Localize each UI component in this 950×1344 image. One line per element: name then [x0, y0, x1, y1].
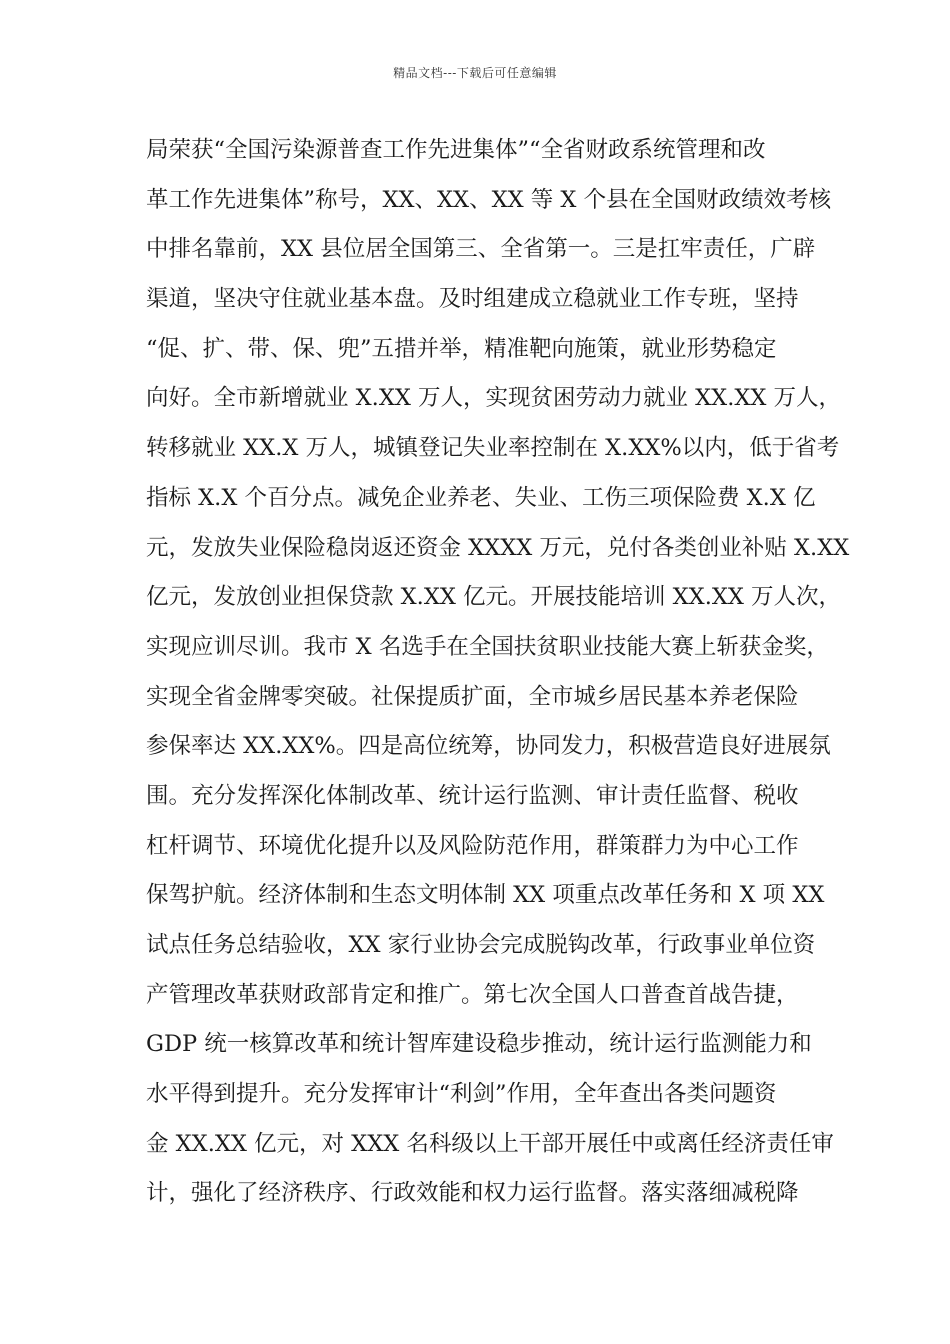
text-line: 向好。全市新增就业 X.XX 万人，实现贫困劳动力就业 XX.XX 万人， — [146, 385, 842, 412]
text-line: “促、扩、带、保、兜”五措并举，精准靶向施策，就业形势稳定 — [146, 335, 777, 362]
text-line: GDP 统一核算改革和统计智库建设稳步推动，统计运行监测能力和 — [146, 1031, 812, 1058]
text-line: 元，发放失业保险稳岗返还资金 XXXX 万元，兑付各类创业补贴 X.XX — [146, 534, 850, 561]
text-line: 转移就业 XX.X 万人，城镇登记失业率控制在 X.XX%以内，低于省考 — [146, 435, 840, 462]
text-line: 实现应训尽训。我市 X 名选手在全国扶贫职业技能大赛上斩获金奖， — [146, 633, 829, 660]
text-line: 保驾护航。经济体制和生态文明体制 XX 项重点改革任务和 X 项 XX — [146, 882, 825, 909]
text-line: 渠道，坚决守住就业基本盘。及时组建成立稳就业工作专班，坚持 — [146, 286, 799, 313]
text-line: 围。充分发挥深化体制改革、统计运行监测、审计责任监督、税收 — [146, 782, 799, 809]
text-line: 实现全省金牌零突破。社保提质扩面，全市城乡居民基本养老保险 — [146, 683, 799, 710]
text-line: 水平得到提升。充分发挥审计“利剑”作用，全年查出各类问题资 — [146, 1081, 777, 1108]
text-line: 亿元，发放创业担保贷款 X.XX 亿元。开展技能培训 XX.XX 万人次， — [146, 584, 842, 611]
text-line: 局荣获“全国污染源普查工作先进集体”“全省财政系统管理和改 — [146, 137, 766, 163]
text-line: 革工作先进集体”称号，XX、XX、XX 等 X 个县在全国财政绩效考核 — [146, 186, 832, 213]
body-text — [146, 130, 850, 1223]
text-line: 产管理改革获财政部肯定和推广。第七次全国人口普查首战告捷， — [146, 981, 799, 1008]
text-line: 指标 X.X 个百分点。减免企业养老、失业、工伤三项保险费 X.X 亿 — [146, 484, 816, 511]
text-line: 中排名靠前，XX 县位居全国第三、全省第一。三是扛牢责任，广辟 — [146, 236, 816, 263]
text-line: 金 XX.XX 亿元，对 XXX 名科级以上干部开展任中或离任经济责任审 — [146, 1130, 834, 1157]
text-line: 参保率达 XX.XX%。四是高位统筹，协同发力，积极营造良好进展氛 — [146, 733, 831, 760]
text-line: 试点任务总结验收，XX 家行业协会完成脱钩改革，行政事业单位资 — [146, 932, 816, 958]
page-header: 精品文档---下载后可任意编辑 — [393, 66, 557, 80]
text-line: 杠杆调节、环境优化提升以及风险防范作用，群策群力为中心工作 — [146, 832, 799, 859]
text-line: 计，强化了经济秩序、行政效能和权力运行监督。落实落细减税降 — [146, 1180, 799, 1207]
